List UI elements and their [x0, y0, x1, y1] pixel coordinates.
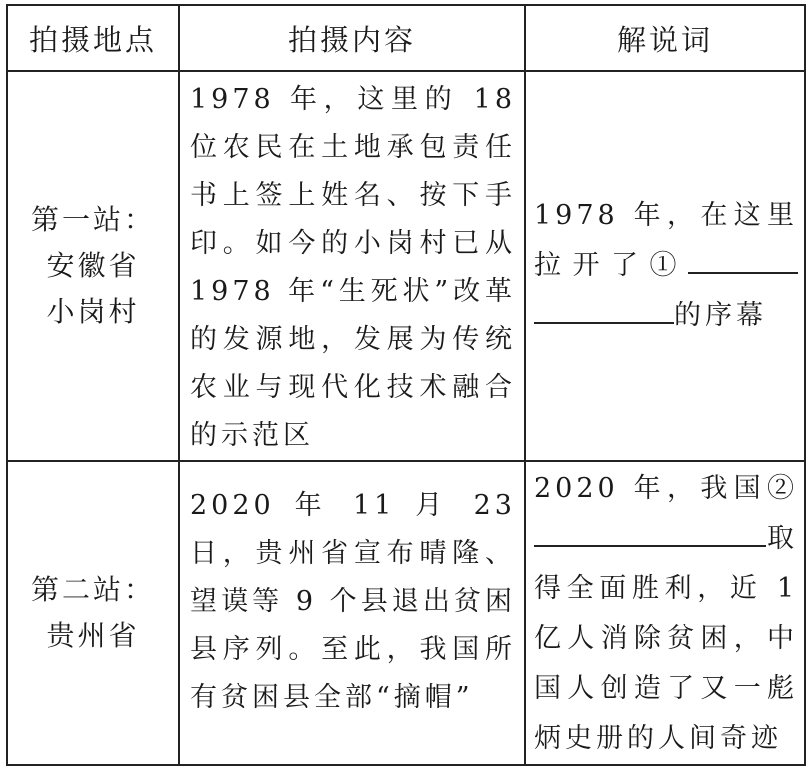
station-line: 第二站： [30, 573, 155, 606]
answer-blank-2[interactable] [534, 523, 626, 547]
station-line: 贵州省 [46, 619, 140, 652]
info-table [6, 4, 806, 766]
commentary-cell [525, 71, 805, 461]
content-cell: 1978 年，这里的 18 位农民在土地承包责任书上签上姓名、按下手印。如今的小岗村已从 1978 年“生死状”改革的发源地，发展为传统农业与现代化技术融合的示范区 [179, 71, 525, 461]
station-line: 第一站： [30, 203, 155, 236]
commentary-text: 的序幕 [674, 300, 767, 331]
table-row [7, 461, 805, 765]
station-line: 安徽省 [46, 249, 140, 282]
commentary-text: 2020 年，我国② [534, 473, 798, 504]
answer-blank-1[interactable] [688, 250, 798, 274]
station-cell [7, 461, 179, 765]
commentary-text: 1978 年，在这里拉开了① [534, 200, 798, 281]
header-content: 拍摄内容 [179, 5, 525, 71]
answer-blank-2-continued[interactable] [626, 523, 766, 547]
table-row [7, 71, 805, 461]
commentary-cell [525, 461, 805, 765]
station-line: 小岗村 [46, 295, 140, 328]
commentary-text: 取得全面胜利，近 1 亿人消除贫困，中国人创造了又一彪炳史册的人间奇迹 [534, 523, 798, 754]
content-cell: 2020 年 11 月 23 日，贵州省宣布晴隆、望谟等 9 个县退出贫困县序列。至此，我国所有贫困县全部“摘帽” [179, 461, 525, 765]
answer-blank-1-continued[interactable] [534, 300, 674, 324]
header-commentary: 解说词 [525, 5, 805, 71]
table-header-row [7, 5, 805, 71]
header-location: 拍摄地点 [7, 5, 179, 71]
station-cell [7, 71, 179, 461]
